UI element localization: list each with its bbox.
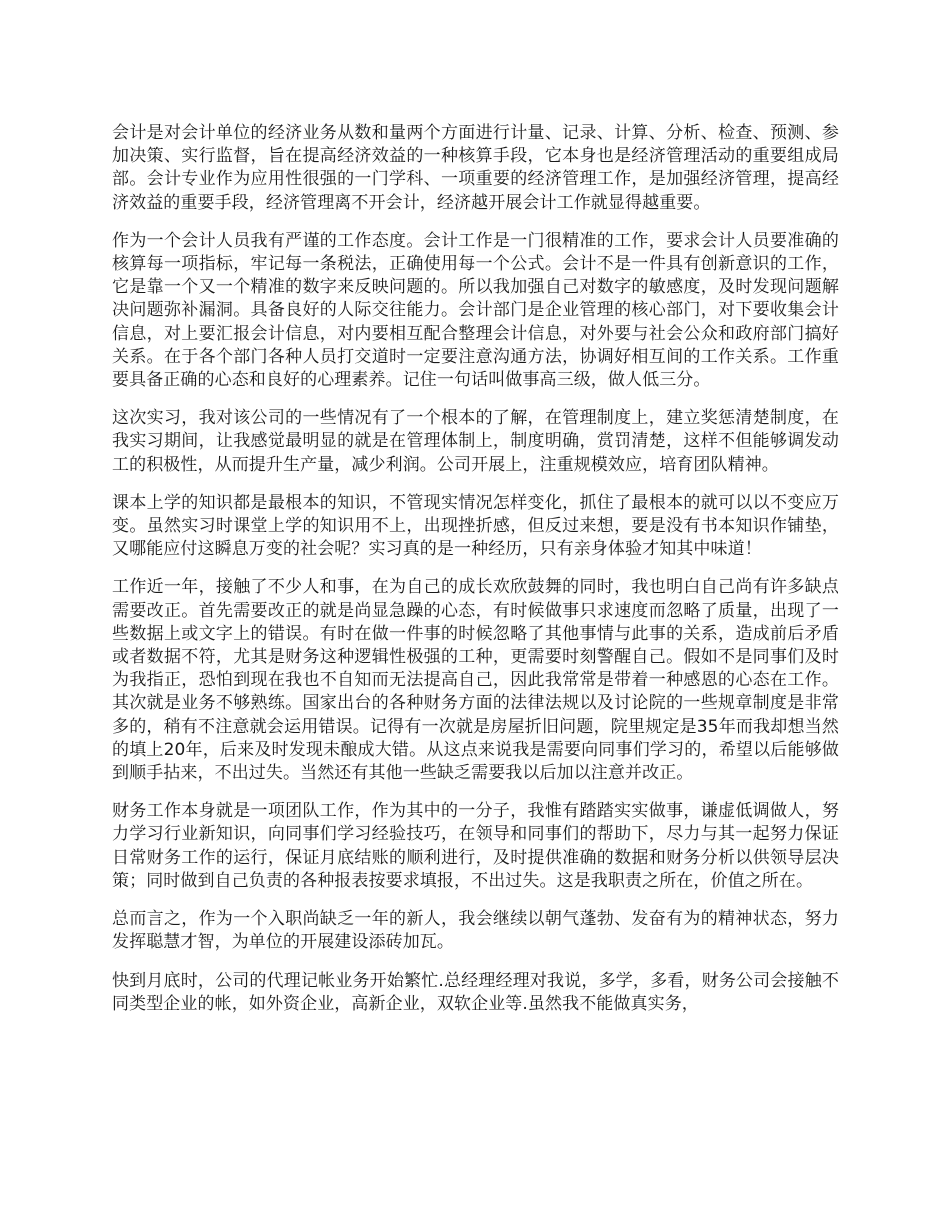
paragraph-teamwork: 财务工作本身就是一项团队工作，作为其中的一分子，我惟有踏踏实实做事，谦虚低调做人，努力学习行业新知识，向同事们学习经验技巧，在领导和同事们的帮助下，尽力与其一起努力保证日常财务工作的运行，保证月底结账的顺利进行，及时提供准确的数据和财务分析以供领导层决策；同时做到自己负责的各种报表按要求填报，不出过失。这是我职责之所在，价值之所在。 [112, 801, 839, 891]
document-body [112, 122, 839, 1031]
paragraph-accounting-definition: 会计是对会计单位的经济业务从数和量两个方面进行计量、记录、计算、分析、检查、预测、参加决策、实行监督，旨在提高经济效益的一种核算手段，它本身也是经济管理活动的重要组成局部。会计专业作为应用性很强的一门学科、一项重要的经济管理工作，是加强经济管理，提高经济效益的重要手段，经济管理离不开会计，经济越开展会计工作就显得越重要。 [112, 123, 839, 213]
paragraph-shortcomings: 工作近一年，接触了不少人和事，在为自己的成长欢欣鼓舞的同时，我也明白自己尚有许多缺点需要改正。首先需要改正的就是尚显急躁的心态，有时候做事只求速度而忽略了质量，出现了一些数据上或文字上的错误。有时在做一件事的时候忽略了其他事情与此事的关系，造成前后矛盾或者数据不符，尤其是财务这种逻辑性极强的工种，更需要时刻警醒自己。假如不是同事们及时为我指正，恐怕到现在我也不自知而无法提高自己，因此我常常是带着一种感恩的心态在工作。其次就是业务不够熟练。国家出台的各种财务方面的法律法规以及讨论院的一些规章制度是非常多的，稍有不注意就会运用错误。记得有一次就是房屋折旧问题，院里规定是35年而我却想当然的填上20年，后来及时发现未酿成大错。从这点来说我是需要向同事们学习的，希望以后能够做到顺手拈来，不出过失。当然还有其他一些缺乏需要我以后加以注意并改正。 [112, 577, 839, 784]
paragraph-work-attitude: 作为一个会计人员我有严谨的工作态度。会计工作是一门很精准的工作，要求会计人员要准确的核算每一项指标，牢记每一条税法，正确使用每一个公式。会计不是一件具有创新意识的工作，它是靠一个又一个精准的数字来反映问题的。所以我加强自己对数字的敏感度，及时发现问题解决问题弥补漏洞。具备良好的人际交往能力。会计部门是企业管理的核心部门，对下要收集会计信息，对上要汇报会计信息，对内要相互配合整理会计信息，对外要与社会公众和政府部门搞好关系。在于各个部门各种人员打交道时一定要注意沟通方法，协调好相互间的工作关系。工作重要具备正确的心态和良好的心理素养。记住一句话叫做事高三级，做人低三分。 [112, 230, 839, 391]
paragraph-internship-understanding: 这次实习，我对该公司的一些情况有了一个根本的了解，在管理制度上，建立奖惩清楚制度，在我实习期间，让我感觉最明显的就是在管理体制上，制度明确，赏罚清楚，这样不但能够调发动工的积极性，从而提升生产量，减少利润。公司开展上，注重规模效应，培育团队精神。 [112, 408, 839, 475]
paragraph-textbook-knowledge: 课本上学的知识都是最根本的知识，不管现实情况怎样变化，抓住了最根本的就可以以不变应万变。虽然实习时课堂上学的知识用不上，出现挫折感，但反过来想，要是没有书本知识作铺垫，又哪能应付这瞬息万变的社会呢？实习真的是一种经历，只有亲身体验才知其中味道！ [112, 492, 839, 560]
paragraph-month-end: 快到月底时，公司的代理记帐业务开始繁忙.总经理经理对我说，多学，多看，财务公司会接触不同类型企业的帐，如外资企业，高新企业，双软企业等.虽然我不能做真实务， [112, 970, 839, 1014]
paragraph-conclusion: 总而言之，作为一个入职尚缺乏一年的新人，我会继续以朝气蓬勃、发奋有为的精神状态，努力发挥聪慧才智，为单位的开展建设添砖加瓦。 [112, 909, 839, 953]
